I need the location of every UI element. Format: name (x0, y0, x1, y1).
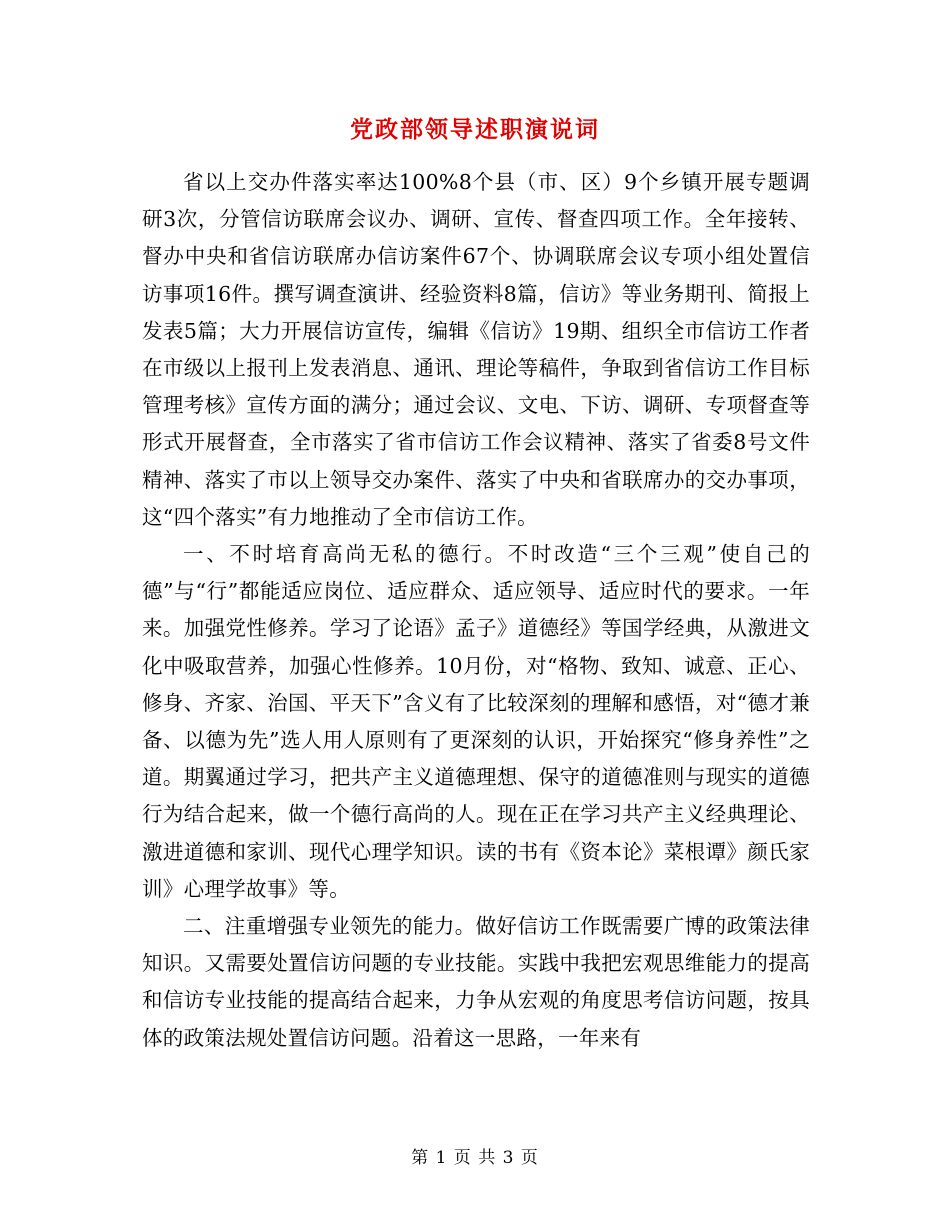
page-footer: 第 1 页 共 3 页 (411, 1148, 539, 1168)
paragraph-2: 一、不时培育高尚无私的德行。不时改造“三个三观”使自己的德”与“行”都能适应岗位、适应群众、适应领导、适应时代的要求。一年来。加强党性修养。学习了论语》孟子》道德经》等国学经典，从激进文化中吸取营养，加强心性修养。10月份，对“格物、致知、诚意、正心、修身、齐家、治国、平天下”含义有了比较深刻的理解和感悟，对“德才兼备、以德为先”选人用人原则有了更深刻的认识，开始探究“修身养性”之道。期翼通过学习，把共产主义道德理想、保守的道德准则与现实的道德行为结合起来，做一个德行高尚的人。现在正在学习共产主义经典理论、激进道德和家训、现代心理学知识。读的书有《资本论》菜根谭》颜氏家训》心理学故事》等。 (142, 542, 810, 901)
paragraph-3: 二、注重增强专业领先的能力。做好信访工作既需要广博的政策法律知识。又需要处置信访问题的专业技能。实践中我把宏观思维能力的提高和信访专业技能的提高结合起来，力争从宏观的角度思考信访问题，按具体的政策法规处置信访问题。沿着这一思路，一年来有 (142, 914, 810, 1050)
paragraph-1: 省以上交办件落实率达100%8个县（市、区）9个乡镇开展专题调研3次，分管信访联席会议办、调研、宣传、督查四项工作。全年接转、督办中央和省信访联席办信访案件67个、协调联席会议专项小组处置信访事项16件。撰写调查演讲、经验资料8篇，信访》等业务期刊、简报上发表5篇；大力开展信访宣传，编辑《信访》19期、组织全市信访工作者在市级以上报刊上发表消息、通讯、理论等稿件，争取到省信访工作目标管理考核》宣传方面的满分；通过会议、文电、下访、调研、专项督查等形式开展督查，全市落实了省市信访工作会议精神、落实了省委8号文件精神、落实了市以上领导交办案件、落实了中央和省联席办的交办事项，这“四个落实”有力地推动了全市信访工作。 (142, 170, 810, 529)
document-body (142, 164, 810, 1057)
document-title: 党政部领导述职演说词 (350, 116, 600, 143)
